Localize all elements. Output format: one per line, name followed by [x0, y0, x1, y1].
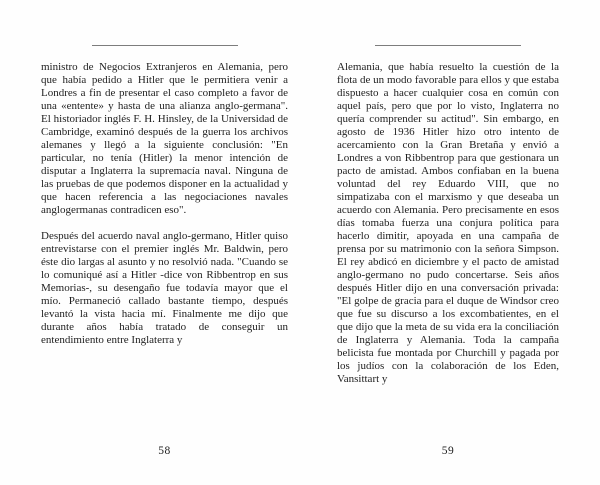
left-page-number: 58 [158, 445, 171, 457]
right-page-text [337, 61, 559, 386]
right-page [337, 0, 559, 485]
right-page-number: 59 [441, 445, 455, 457]
right-page-header-rule [375, 45, 521, 46]
paragraph: Después del acuerdo naval anglo-germano, Hitler quiso entrevistarse con el premier inglés Mr. Baldwin, pero éste dio largas al asunto y no resolvió nada. "Cuando se lo comuniqué así a Hitler -dice von Ribbentrop en sus Memorias-, su desengaño fue todavía mayor que el mío. Permaneció callado bastante tiempo, después levantó la vista hacia mí. Finalmente me dijo que durante años había tratado de conseguir un entendimiento entre Inglaterra y [41, 230, 288, 346]
paragraph: Alemania, que había resuelto la cuestión de la flota de un modo favorable para ellos y que estaba dispuesto a hacer cualquier cosa en común con aquel país, pero que por lo visto, Inglaterra no quería comprender su actitud". Sin embargo, en agosto de 1936 Hitler hizo otro intento de acercamiento con la Gran Bretaña y envió a Londres a von Ribbentrop para que gestionara un pacto de amistad. Ambos confiaban en la buena voluntad del rey Eduardo VIII, que no simpatizaba con el marxismo y que deseaba un acuerdo con Alemania. Pero precisamente en esos días tomaba fuerza una conjura política para hacerlo dimitir, apoyada en una campaña de prensa por su matrimonio con la señora Simpson. El rey abdicó en diciembre y el pacto de amistad anglo-germano no pudo concertarse. Seis años después Hitler dijo en una conversación privada: "El golpe de gracia para el duque de Windsor creo que fue su discurso a los excombatientes, en el que dijo que la meta de su vida era la conciliación de Inglaterra y Alemania. Toda la campaña belicista fue montada por Churchill y pagada por los judíos con la colaboración de los Eden, Vansittart y [337, 61, 559, 385]
left-page [41, 0, 288, 485]
paragraph: ministro de Negocios Extranjeros en Alemania, pero que había pedido a Hitler que le permitiera venir a Londres a fin de presentar el caso completo a favor de una «entente» y hasta de una alianza anglo-germana". El historiador inglés F. H. Hinsley, de la Universidad de Cambridge, examinó después de la guerra los archivos alemanes y llegó a la siguiente conclusión: "En particular, no tenía (Hitler) la menor intención de disputar a Inglaterra la supremacía naval. Ninguna de las pruebas de que podemos disponer en la actualidad y que hacen referencia a las negociaciones navales anglogermanas contradicen eso". [41, 61, 288, 216]
left-page-text [41, 61, 288, 347]
left-page-header-rule [92, 45, 238, 46]
